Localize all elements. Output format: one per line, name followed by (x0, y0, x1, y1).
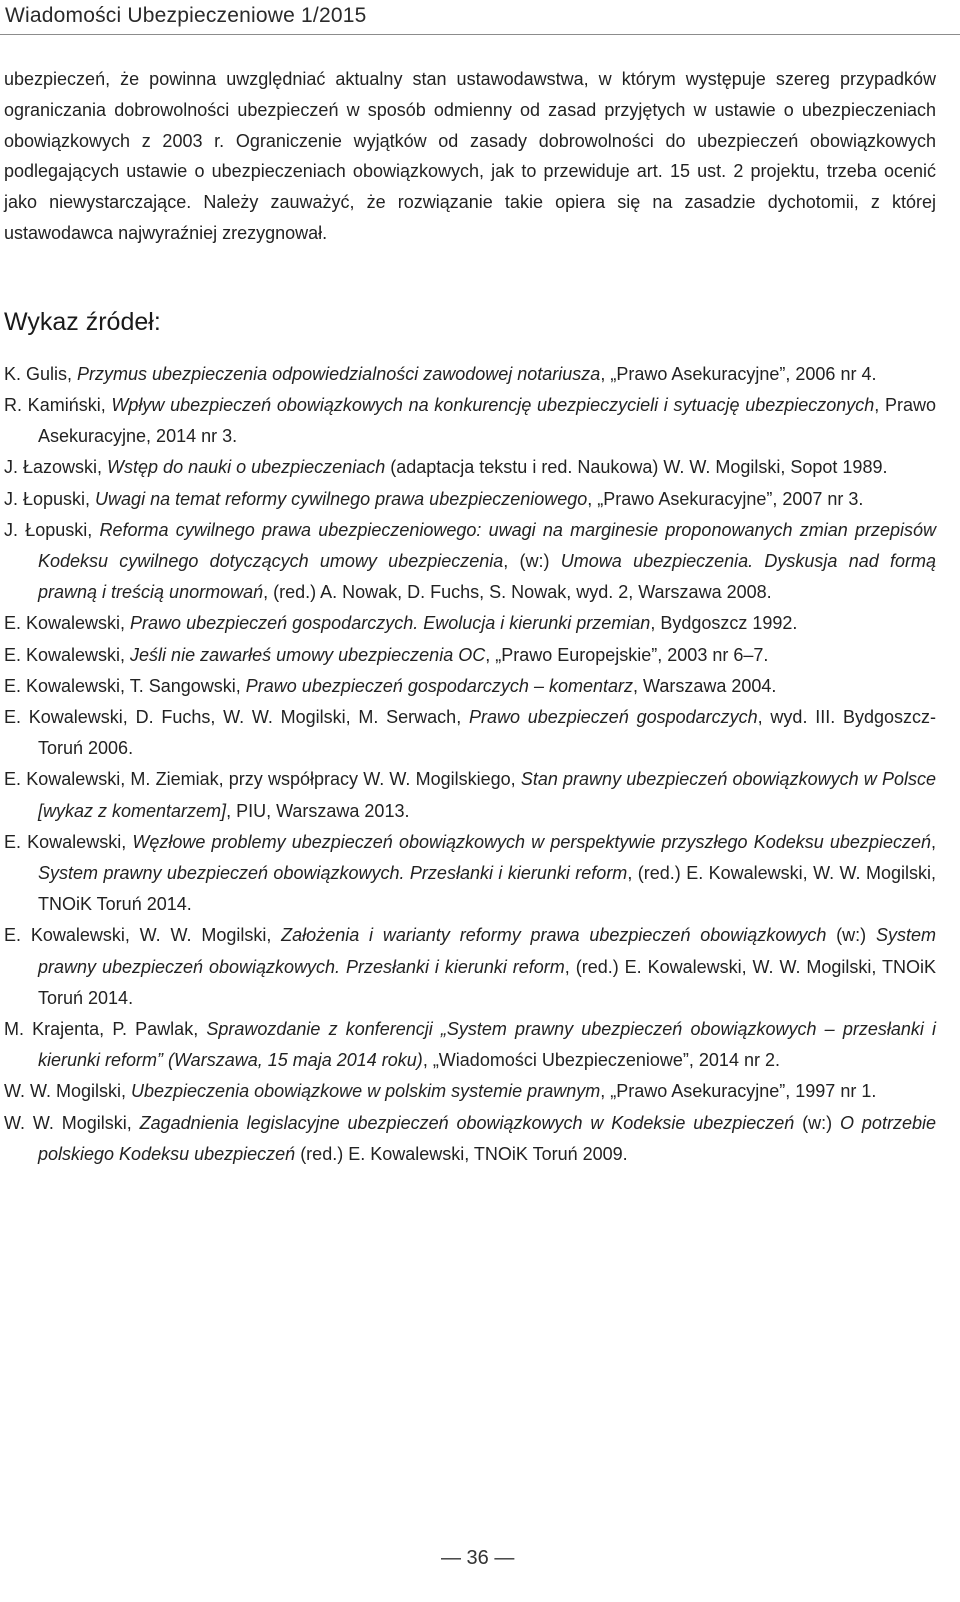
page-number: — 36 — (441, 1547, 515, 1569)
reference-item: M. Krajenta, P. Pawlak, Sprawozdanie z konferencji „System prawny ubezpieczeń obowiązkowych – przesłanki i kierunki reform” (Warszawa, 15 maja 2014 roku), „Wiadomości Ubezpieczeniowe”, 2014 nr 2. (4, 1019, 936, 1071)
header-rule (0, 34, 960, 35)
reference-item: K. Gulis, Przymus ubezpieczenia odpowiedzialności zawodowej notariusza, „Prawo Asekuracyjne”, 2006 nr 4. (4, 363, 877, 384)
reference-item: J. Łopuski, Uwagi na temat reformy cywilnego prawa ubezpieczeniowego, „Prawo Asekuracyjne”, 2007 nr 3. (4, 488, 864, 509)
reference-item: E. Kowalewski, Jeśli nie zawarłeś umowy ubezpieczenia OC, „Prawo Europejskie”, 2003 nr 6–7. (4, 644, 769, 665)
intro-section (4, 64, 936, 249)
reference-item: E. Kowalewski, T. Sangowski, Prawo ubezpieczeń gospodarczych – komentarz, Warszawa 2004. (4, 675, 777, 696)
page-footer (0, 1547, 960, 1573)
reference-item: W. W. Mogilski, Zagadnienia legislacyjne ubezpieczeń obowiązkowych w Kodeksie ubezpieczeń (w:) O potrzebie polskiego Kodeksu ubezpieczeń (red.) E. Kowalewski, TNOiK Toruń 2009. (4, 1112, 936, 1164)
reference-item: W. W. Mogilski, Ubezpieczenia obowiązkowe w polskim systemie prawnym, „Prawo Asekuracyjne”, 1997 nr 1. (4, 1081, 877, 1102)
reference-item: E. Kowalewski, Węzłowe problemy ubezpieczeń obowiązkowych w perspektywie przyszłego Kodeksu ubezpieczeń, System prawny ubezpieczeń obowiązkowych. Przesłanki i kierunki reform, (red.) E. Kowalewski, W. W. Mogilski, TNOiK Toruń 2014. (4, 831, 936, 915)
reference-item: J. Łazowski, Wstęp do nauki o ubezpieczeniach (adaptacja tekstu i red. Naukowa) W. W. Mogilski, Sopot 1989. (4, 457, 888, 478)
sources-heading: Wykaz źródeł: (4, 307, 161, 336)
reference-item: R. Kamiński, Wpływ ubezpieczeń obowiązkowych na konkurencję ubezpieczycieli i sytuację ubezpieczonych, Prawo Asekuracyjne, 2014 nr 3. (4, 394, 936, 447)
sources-list (4, 359, 936, 1170)
reference-item: J. Łopuski, Reforma cywilnego prawa ubezpieczeniowego: uwagi na marginesie proponowanych zmian przepisów Kodeksu cywilnego dotyczących umowy ubezpieczenia, (w:) Umowa ubezpieczenia. Dyskusja nad formą prawną i treścią unormowań, (red.) A. Nowak, D. Fuchs, S. Nowak, wyd. 2, Warszawa 2008. (4, 519, 937, 603)
reference-item: E. Kowalewski, Prawo ubezpieczeń gospodarczych. Ewolucja i kierunki przemian, Bydgoszcz 1992. (4, 613, 798, 634)
reference-item: E. Kowalewski, M. Ziemiak, przy współpracy W. W. Mogilskiego, Stan prawny ubezpieczeń obowiązkowych w Polsce [wykaz z komentarzem], PIU, Warszawa 2013. (4, 769, 936, 821)
page-content (4, 64, 936, 1170)
intro-paragraph: ubezpieczeń, że powinna uwzględniać aktualny stan ustawodawstwa, w którym występuje szereg przypadków ograniczania dobrowolności ubezpieczeń w sposób odmienny od zasad przyjętych w ustawie o ubezpieczeniach obowiązkowych z 2003 r. Ograniczenie wyjątków od zasady dobrowolności do ubezpieczeń obowiązkowych podlegających ustawie o ubezpieczeniach obowiązkowych, jak to przewiduje art. 15 ust. 2 projektu, trzeba ocenić jako niewystarczające. Należy zauważyć, że rozwiązanie takie opiera się na zasadzie dychotomii, z której ustawodawca najwyraźniej zrezygnował. (4, 69, 936, 243)
reference-item: E. Kowalewski, D. Fuchs, W. W. Mogilski, M. Serwach, Prawo ubezpieczeń gospodarczych, wyd. III. Bydgoszcz-Toruń 2006. (4, 707, 937, 759)
journal-title: Wiadomości Ubezpieczeniowe 1/2015 (5, 4, 367, 27)
running-header (0, 0, 960, 34)
reference-item: E. Kowalewski, W. W. Mogilski, Założenia i warianty reformy prawa ubezpieczeń obowiązkowych (w:) System prawny ubezpieczeń obowiązkowych. Przesłanki i kierunki reform, (red.) E. Kowalewski, W. W. Mogilski, TNOiK Toruń 2014. (4, 925, 936, 1008)
